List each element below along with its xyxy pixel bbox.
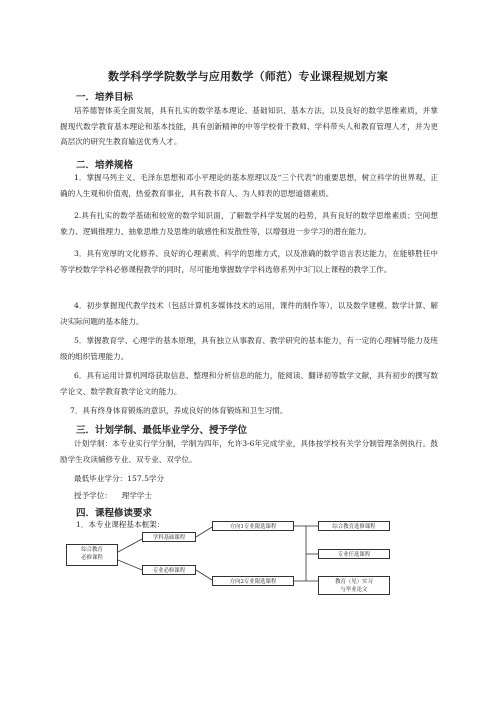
document-title: 数学科学学院数学与应用数学（师范）专业课程规划方案 <box>108 70 388 83</box>
spec-item-7: 7．具有终身体育锻炼的意识，养成良好的体育锻炼和卫生习惯。 <box>70 406 288 415</box>
heading-training-objective: 一．培养目标 <box>76 92 134 103</box>
course-framework-label: 1．本专业课程基本框架： <box>76 520 165 529</box>
arrow-general-to-major <box>118 560 142 570</box>
diagram-connectors <box>60 520 436 626</box>
box-subject-basic: 学科基础课程 <box>142 532 196 542</box>
heading-training-spec: 二．培养规格 <box>76 160 134 171</box>
box-major-required: 专业必修课程 <box>142 565 196 575</box>
min-credits: 最低毕业学分：157.5学分 <box>74 474 165 483</box>
course-framework-diagram <box>60 520 436 626</box>
arrow-to-dir2 <box>196 570 212 580</box>
box-general-required: 综合教育 必修课程 <box>66 544 118 566</box>
spec-item-1: 1．掌握马列主义、毛泽东思想和邓小平理论的基本原理以及“三个代表”的重要思想，树立科学的世界观、正确的人生观和价值观，热爱教育事业，具有教书育人、为人师表的思想道德素质。 <box>60 173 438 198</box>
degree: 授予学位： 理学学士 <box>74 491 152 500</box>
arrow-general-to-subject <box>118 539 142 552</box>
box-direction-2: 方向2专业限选课程 <box>212 576 294 586</box>
heading-course-requirements: 四．课程修读要求 <box>76 508 153 519</box>
box-general-elective: 综合教育选修课程 <box>318 521 390 531</box>
spec-item-3: 3．具有宽厚的文化修养、良好的心理素质、科学的思维方式，以及准确的数学语言表达能力，在能够胜任中等学校数学学科必修课程教学的同时，尽可能地掌握数学学科选修系列中3门以上课程的教学工作。 <box>60 249 438 274</box>
arrow-to-dir1 <box>196 527 212 537</box>
spec-item-2: 2.具有扎实的数学基础和较宽的数学知识面，了解数学科学发展的趋势，具有良好的数学思维素质；空间想象力、逻辑推理力、抽象思维力及思维的敏感性和发散性等，以增强进一步学习的潜在能力。 <box>60 211 438 236</box>
box-major-elective: 专业任选课程 <box>318 549 390 559</box>
spec-item-6: 6．具有运用计算机网络获取信息、整理和分析信息的能力，能阅读、翻译初等数学文献，具有初步的撰写数学论文、数学教育教学论文的能力。 <box>60 371 438 396</box>
box-practice-thesis: 教育（见）实习 与毕业论文 <box>318 576 390 595</box>
box-direction-1: 方向1专业限选课程 <box>212 521 294 531</box>
spec-item-5: 5．掌握教育学、心理学的基本原理，具有独立从事教育、教学研究的基本能力，有一定的心理辅导能力及班级的组织管理能力。 <box>60 336 438 361</box>
spec-item-4: 4．初步掌握现代教学技术（包括计算机多媒体技术的运用，课件的制作等），以及数学建模、数学计算、解决实际问题的基本能力。 <box>60 301 438 326</box>
heading-schedule-credits-degree: 三．计划学制、最低毕业学分、授予学位 <box>76 425 248 436</box>
paragraph-schedule: 计划学制：本专业实行学分制，学制为四年，允许3-6年完成学业，具体按学校有关学分制管理条例执行。鼓励学生攻读辅修专业、双专业、双学位。 <box>60 439 438 464</box>
paragraph-training-objective: 培养德智体美全面发展，具有扎实的数学基本理论、基础知识、基本方法，以及良好的数学思维素质，并掌握现代数学教育基本理论和基本技能，具有创新精神的中等学校骨干教师、学科带头人和教育管理人才，并为更高层次的研究生教育输送优秀人才。 <box>60 106 438 146</box>
